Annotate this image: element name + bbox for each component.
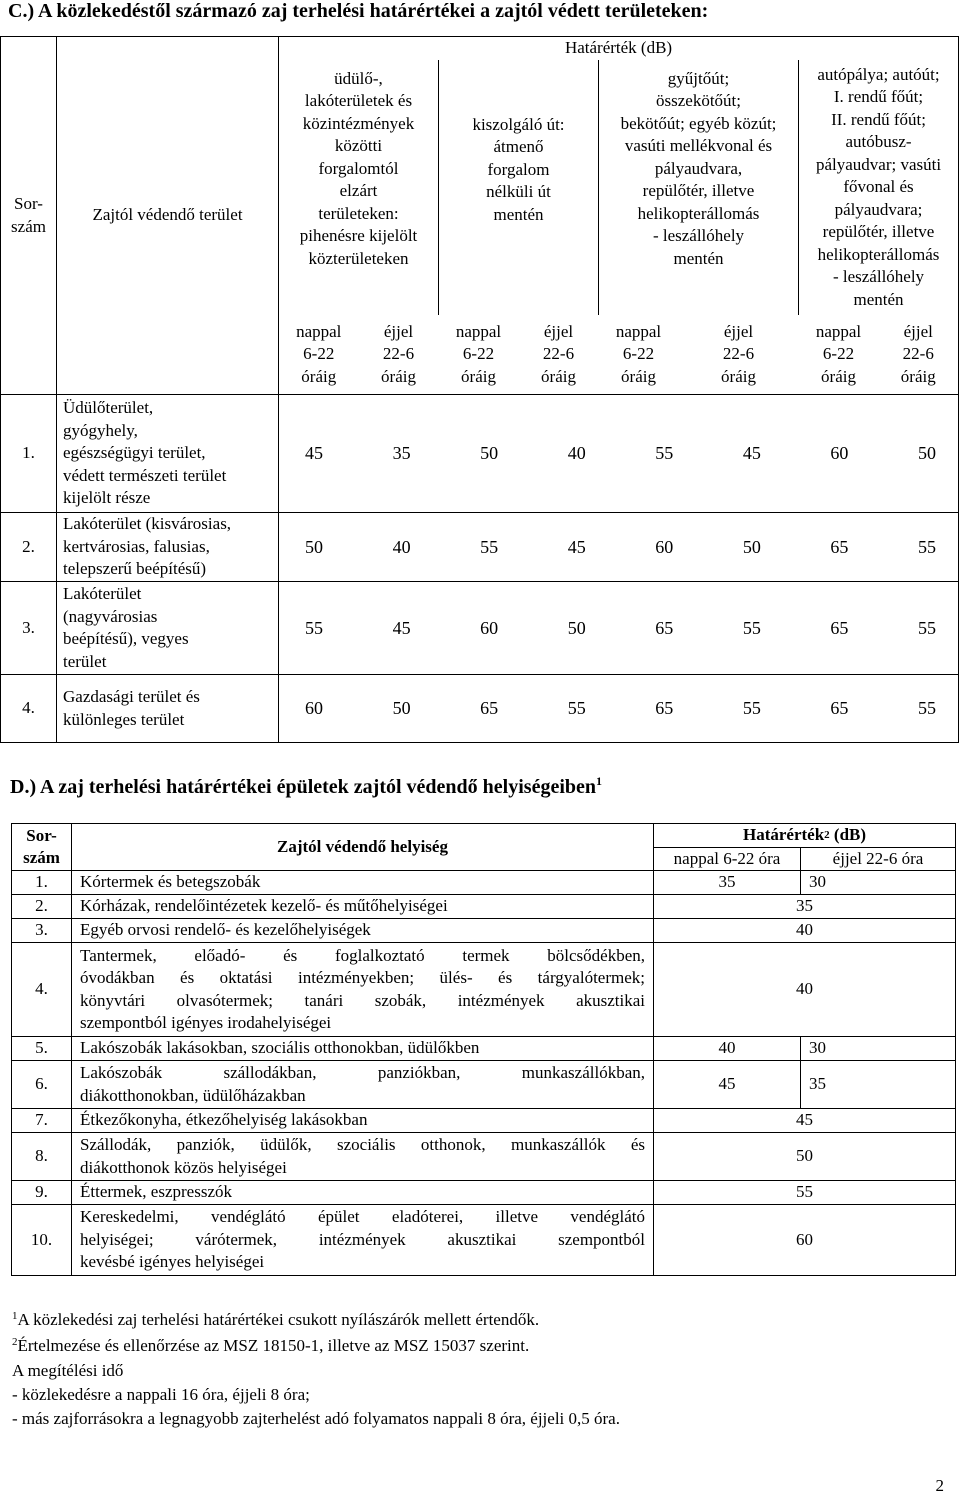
value-cell: 40 bbox=[392, 536, 411, 557]
value-cell: 50 bbox=[305, 536, 323, 557]
col-header-number: Sor- szám bbox=[1, 37, 57, 395]
value-cell: 60 bbox=[305, 698, 323, 719]
road-type-4: autópálya; autóút; I. rendű főút; II. rendű főút; autóbusz- pályaudvar; vasúti fővonal és pályaudvara; repülőtér, illetve helikopterállomás - leszállóhely mentén bbox=[799, 60, 959, 315]
value: 50 bbox=[654, 1133, 956, 1181]
room-line: diákotthonok közös helyiségei bbox=[80, 1157, 287, 1177]
value-cell: 60 bbox=[480, 617, 499, 638]
table-row bbox=[12, 895, 956, 919]
row-room bbox=[72, 1205, 654, 1276]
night-label: éjjel 22-6 óráig bbox=[721, 321, 756, 386]
row-room bbox=[72, 1133, 654, 1181]
value-cell: 50 bbox=[392, 698, 411, 719]
row-area: Gazdasági terület és különleges terület bbox=[57, 675, 279, 743]
value-cell: 35 bbox=[392, 443, 411, 464]
value-cell: 55 bbox=[305, 617, 323, 638]
value-cell: 50 bbox=[742, 536, 761, 557]
value-cell: 65 bbox=[830, 698, 849, 719]
row-area: Üdülőterület, gyógyhely, egészségügyi terület, védett természeti terület kijelölt része bbox=[57, 395, 279, 513]
value-cell: 55 bbox=[917, 536, 936, 557]
row-number: 10. bbox=[12, 1205, 72, 1276]
row-room bbox=[72, 1061, 654, 1109]
traffic-noise-table bbox=[0, 36, 959, 743]
value: 45 bbox=[654, 1109, 956, 1133]
day-value: 35 bbox=[654, 871, 801, 895]
value-cell: 60 bbox=[830, 443, 849, 464]
value-cell: 65 bbox=[655, 617, 674, 638]
road-type-1: üdülő-, lakóterületek és közintézmények közötti forgalomtól elzárt területeken: pihenésre kijelölt közterületeken bbox=[279, 60, 439, 315]
day-label: nappal 6-22 óráig bbox=[455, 321, 502, 386]
value-cell: 65 bbox=[830, 536, 849, 557]
row-number: 6. bbox=[12, 1061, 72, 1109]
table-row bbox=[12, 943, 956, 1037]
value-cell: 50 bbox=[917, 443, 936, 464]
footnote-text: A közlekedési zaj terhelési határértékei csukott nyílászárók mellett értendők. bbox=[17, 1310, 540, 1329]
assessment-line-2: - más zajforrásokra a legnagyobb zajterhelést adó folyamatos nappali 8 óra, éjjeli 0,5 óra. bbox=[12, 1409, 620, 1428]
footnote-ref: 1 bbox=[596, 774, 602, 788]
value: 40 bbox=[654, 919, 956, 943]
table-row bbox=[12, 871, 956, 895]
assessment-line-1: - közlekedésre a nappali 16 óra, éjjeli 8 óra; bbox=[12, 1385, 310, 1404]
row-number: 3. bbox=[1, 582, 57, 675]
night-label: éjjel 22-6 óráig bbox=[541, 321, 576, 386]
limit-header: Határérték (dB) bbox=[279, 37, 959, 60]
night-label: éjjel 22-6 óráig bbox=[879, 315, 959, 395]
row-room: Egyéb orvosi rendelő- és kezelőhelyiségek bbox=[72, 919, 654, 943]
row-number: 4. bbox=[1, 675, 57, 743]
room-line: Tantermek, előadó- és foglalkoztató termek bölcsődékben, bbox=[80, 945, 645, 965]
table-row bbox=[1, 513, 959, 582]
row-number: 2. bbox=[12, 895, 72, 919]
room-line: Kereskedelmi, vendéglátó épület eladóterei, illetve vendéglátó bbox=[80, 1207, 645, 1227]
table-row bbox=[1, 582, 959, 675]
table-row bbox=[12, 1061, 956, 1109]
row-room: Lakószobák lakásokban, szociális otthonokban, üdülőkben bbox=[72, 1037, 654, 1061]
row-area: Lakóterület (nagyvárosias beépítésű), vegyes terület bbox=[57, 582, 279, 675]
value-cell: 55 bbox=[655, 443, 674, 464]
value-cell: 45 bbox=[392, 617, 411, 638]
row-number: 2. bbox=[1, 513, 57, 582]
value-cell: 50 bbox=[567, 617, 586, 638]
limit-header-label: Határérték bbox=[742, 825, 825, 844]
room-line: Szállodák, panziók, üdülők, szociális otthonok, munkaszállók és bbox=[80, 1135, 645, 1154]
limit-header bbox=[654, 824, 956, 848]
row-room bbox=[72, 943, 654, 1037]
value-cell: 55 bbox=[917, 617, 936, 638]
col-header-area: Zajtól védendő terület bbox=[57, 37, 279, 395]
day-value: 40 bbox=[654, 1037, 801, 1061]
limit-header-unit: (dB) bbox=[833, 825, 867, 844]
day-value: 45 bbox=[654, 1061, 801, 1109]
road-type-3: gyűjtőút; összekötőút; bekötőút; egyéb közút; vasúti mellékvonal és pályaudvara, repülőtér, illetve helikopterállomás - leszállóhely mentén bbox=[599, 60, 799, 315]
value-cell: 65 bbox=[480, 698, 499, 719]
table-row bbox=[12, 1109, 956, 1133]
row-number: 3. bbox=[12, 919, 72, 943]
room-line: diákotthonokban, üdülőházakban bbox=[80, 1085, 306, 1105]
night-label: éjjel 22-6 óráig bbox=[381, 321, 416, 386]
value-cell: 60 bbox=[655, 536, 674, 557]
day-label: nappal 6-22 óráig bbox=[296, 321, 342, 386]
night-value: 35 bbox=[801, 1061, 956, 1109]
room-line: helyiségei; várótermek, intézmények akusztikai szempontból bbox=[80, 1229, 645, 1249]
table-row bbox=[1, 675, 959, 743]
value-cell: 65 bbox=[830, 617, 849, 638]
table-row bbox=[12, 1181, 956, 1205]
footnote-2 bbox=[12, 1335, 529, 1357]
row-room: Étkezőkonyha, étkezőhelyiség lakásokban bbox=[72, 1109, 654, 1133]
row-number: 9. bbox=[12, 1181, 72, 1205]
table-row bbox=[12, 1037, 956, 1061]
section-d-title-text: D.) A zaj terhelési határértékei épületek zajtól védendő helyiségeiben bbox=[10, 776, 596, 798]
day-label: nappal 6-22 óráig bbox=[615, 321, 662, 386]
value: 60 bbox=[654, 1205, 956, 1276]
value-cell: 45 bbox=[305, 443, 323, 464]
room-line: kevésbé igényes helyiségei bbox=[80, 1252, 265, 1272]
night-value: 30 bbox=[801, 871, 956, 895]
day-label: nappal 6-22 óráig bbox=[815, 321, 862, 386]
row-number: 1. bbox=[12, 871, 72, 895]
value: 55 bbox=[654, 1181, 956, 1205]
col-header-number: Sor- szám bbox=[12, 824, 72, 871]
table-row bbox=[12, 1205, 956, 1276]
room-line: könyvtári olvasótermek; tanári szobák, intézmények akusztikai bbox=[80, 990, 645, 1010]
footnote-1 bbox=[12, 1309, 539, 1331]
value-cell: 55 bbox=[567, 698, 586, 719]
value-cell: 45 bbox=[742, 443, 761, 464]
room-line: szempontból igényes irodahelyiségei bbox=[80, 1013, 332, 1032]
row-number: 4. bbox=[12, 943, 72, 1037]
room-line: óvodákban és oktatási intézményekben; ülés- és tárgyalótermek; bbox=[80, 968, 645, 987]
value-cell: 55 bbox=[742, 617, 761, 638]
footnote-marker: 1 bbox=[12, 1310, 18, 1322]
value-cell: 55 bbox=[480, 536, 499, 557]
day-label: nappal 6-22 óra bbox=[654, 847, 801, 871]
value: 40 bbox=[654, 943, 956, 1037]
footnote-marker: 2 bbox=[12, 1336, 18, 1348]
value: 35 bbox=[654, 895, 956, 919]
assessment-title: A megítélési idő bbox=[12, 1361, 124, 1380]
value-cell: 65 bbox=[655, 698, 674, 719]
night-label: éjjel 22-6 óra bbox=[801, 847, 956, 871]
row-room: Kórtermek és betegszobák bbox=[72, 871, 654, 895]
value-cell: 55 bbox=[742, 698, 761, 719]
row-room: Éttermek, eszpresszók bbox=[72, 1181, 654, 1205]
table-row bbox=[1, 395, 959, 513]
row-number: 1. bbox=[1, 395, 57, 513]
footnote-ref: 2 bbox=[824, 829, 830, 841]
value-cell: 55 bbox=[917, 698, 936, 719]
row-number: 7. bbox=[12, 1109, 72, 1133]
row-area: Lakóterület (kisvárosias, kertvárosias, falusias, telepszerű beépítésű) bbox=[57, 513, 279, 582]
indoor-noise-table bbox=[11, 823, 956, 1276]
footnote-text: Értelmezése és ellenőrzése az MSZ 18150-1, illetve az MSZ 15037 szerint. bbox=[17, 1336, 530, 1355]
row-number: 5. bbox=[12, 1037, 72, 1061]
value-cell: 45 bbox=[567, 536, 586, 557]
table-row bbox=[12, 1133, 956, 1181]
section-c-title: C.) A közlekedéstől származó zaj terhelési határértékei a zajtól védett területeken: bbox=[8, 0, 709, 22]
table-row bbox=[12, 919, 956, 943]
value-cell: 50 bbox=[480, 443, 499, 464]
night-value: 30 bbox=[801, 1037, 956, 1061]
page-number: 2 bbox=[935, 1476, 944, 1495]
col-header-room: Zajtól védendő helyiség bbox=[72, 824, 654, 871]
value-cell: 40 bbox=[567, 443, 586, 464]
row-room: Kórházak, rendelőintézetek kezelő- és műtőhelyiségei bbox=[72, 895, 654, 919]
room-line: Lakószobák szállodákban, panziókban, munkaszállókban, bbox=[80, 1063, 645, 1082]
section-d-title bbox=[10, 776, 602, 799]
row-number: 8. bbox=[12, 1133, 72, 1181]
road-type-2: kiszolgáló út: átmenő forgalom nélküli út mentén bbox=[439, 60, 599, 315]
